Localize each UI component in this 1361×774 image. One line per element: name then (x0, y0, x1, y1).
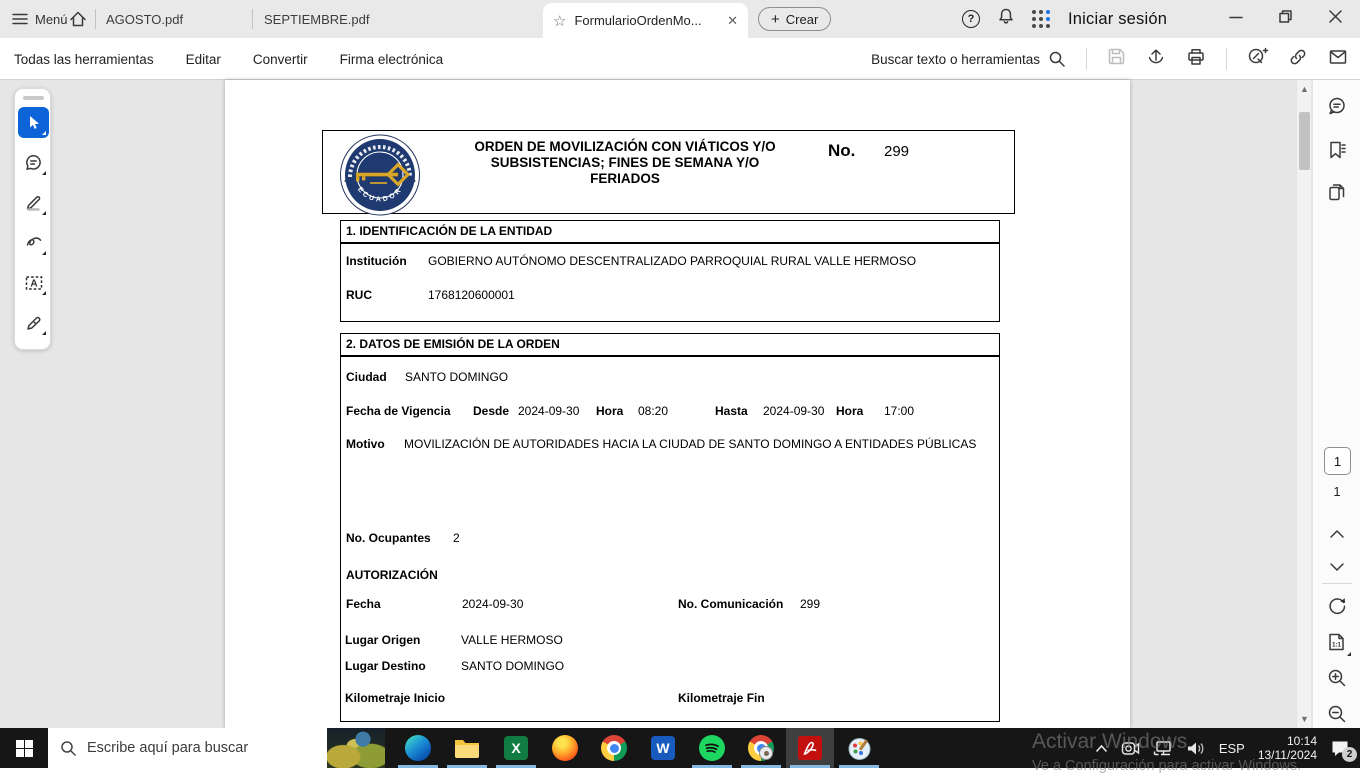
close-icon (1328, 9, 1343, 24)
annotations-icon (1326, 95, 1348, 117)
tool-expand-corner (42, 251, 46, 255)
taskbar-app-file-explorer[interactable] (443, 728, 491, 768)
comunicacion-value: 299 (800, 597, 821, 611)
institution-seal-logo (339, 134, 421, 216)
tab-formulario-active[interactable] (543, 3, 748, 38)
order-number-label: No. (828, 141, 856, 160)
watermark-line1: Activar Windows (1032, 730, 1188, 753)
windows-activation-watermark (1032, 730, 1301, 774)
tab-septiembre-label: SEPTIEMBRE.pdf (264, 11, 370, 27)
language-indicator[interactable]: ESP (1218, 740, 1245, 756)
profile-badge (759, 746, 773, 760)
taskbar-app-paint[interactable] (835, 728, 883, 768)
motivo-label: Motivo (346, 437, 385, 451)
email-button[interactable] (1328, 47, 1348, 72)
star-icon[interactable]: ☆ (553, 12, 567, 30)
tab-agosto-label: AGOSTO.pdf (106, 11, 184, 27)
save-button[interactable] (1107, 47, 1126, 71)
help-icon[interactable]: ? (962, 10, 980, 28)
vigencia-label: Fecha de Vigencia (346, 404, 451, 418)
start-button[interactable] (0, 728, 48, 768)
search-icon (1048, 50, 1066, 68)
zoom-in-button[interactable] (1323, 664, 1351, 692)
hora-hasta-label: Hora (836, 404, 864, 418)
palette-drag-handle[interactable] (23, 96, 44, 100)
order-number-value: 299 (884, 143, 910, 160)
edit-menu[interactable]: Editar (185, 51, 221, 67)
taskbar-app-chrome[interactable] (590, 728, 638, 768)
clock-time: 10:14 (1286, 734, 1317, 748)
menu-label: Menú (35, 11, 68, 27)
origen-value: VALLE HERMOSO (461, 633, 563, 647)
menu-button[interactable] (12, 0, 68, 38)
clock-date: 13/11/2024 (1257, 748, 1317, 762)
institucion-label: Institución (346, 254, 407, 268)
toolbar-right-cluster (871, 38, 1348, 80)
ciudad-label: Ciudad (346, 370, 387, 384)
paint-palette-icon (847, 736, 872, 761)
page-number-input[interactable] (1324, 447, 1351, 475)
comments-panel-button[interactable] (1323, 92, 1351, 120)
hora-desde-label: Hora (596, 404, 624, 418)
zoom-out-button[interactable] (1323, 700, 1351, 728)
spotify-icon (699, 735, 725, 761)
origen-label: Lugar Origen (345, 633, 421, 647)
toolbar-separator (1086, 48, 1087, 70)
restore-button[interactable] (1278, 9, 1293, 29)
seal-country-text: ECUADOR (355, 186, 405, 204)
km-fin-label: Kilometraje Fin (678, 691, 765, 705)
request-signatures-button[interactable] (1247, 46, 1268, 72)
apps-grid-icon[interactable] (1032, 10, 1051, 29)
freehand-draw-icon (24, 233, 44, 253)
print-button[interactable] (1186, 47, 1206, 72)
desde-label: Desde (473, 404, 510, 418)
taskbar-app-acrobat-active[interactable] (786, 728, 834, 768)
cursor-arrow-icon (25, 114, 42, 131)
chrome-icon (748, 735, 774, 761)
notification-count-badge: 2 (1342, 747, 1357, 762)
chevron-up-icon (1329, 529, 1345, 539)
draw-tool-button[interactable] (18, 227, 49, 258)
taskbar-app-firefox[interactable] (541, 728, 589, 768)
select-tool-button[interactable] (18, 107, 49, 138)
create-button[interactable] (758, 7, 831, 31)
desde-value: 2024-09-30 (518, 404, 580, 418)
running-indicator (447, 765, 487, 768)
ruc-value: 1768120600001 (428, 288, 515, 302)
tool-expand-corner (42, 171, 46, 175)
home-button[interactable] (68, 9, 88, 34)
ocupantes-label: No. Ocupantes (346, 531, 431, 545)
taskbar-app-spotify[interactable] (688, 728, 736, 768)
vertical-scrollbar[interactable] (1296, 80, 1311, 728)
restore-icon (1278, 9, 1293, 24)
notification-center-button[interactable] (1330, 739, 1353, 760)
watermark-line2: Ve a Configuración para activar Windows. (1032, 758, 1302, 774)
quick-tools-palette (14, 88, 51, 350)
fountain-pen-icon (24, 313, 44, 333)
hasta-label: Hasta (715, 404, 748, 418)
home-icon (68, 9, 88, 29)
bookmark-icon (1326, 139, 1348, 161)
autorizacion-title: AUTORIZACIÓN (346, 568, 438, 582)
word-icon: W (651, 736, 675, 760)
rotate-refresh-button[interactable] (1323, 592, 1351, 620)
chrome-core (610, 744, 619, 753)
search-highlight-illustration[interactable] (327, 728, 385, 768)
svg-text:A: A (29, 278, 38, 290)
zoom-out-icon (1326, 703, 1348, 725)
actual-size-button[interactable] (1323, 628, 1351, 656)
scroll-down-arrow[interactable]: ▼ (1300, 714, 1309, 724)
taskbar-search-box[interactable] (48, 728, 385, 768)
share-button[interactable] (1146, 47, 1166, 72)
tab-formulario-label: FormularioOrdenMo... (574, 13, 702, 28)
notifications-bell-button[interactable] (997, 7, 1015, 31)
toolbar (0, 38, 1360, 80)
page-number-value: 1 (1333, 453, 1342, 469)
add-text-tool-button[interactable] (18, 267, 49, 298)
taskbar-search-placeholder: Escribe aquí para buscar (87, 740, 249, 756)
scroll-up-arrow[interactable]: ▲ (1300, 84, 1309, 94)
tool-expand-corner (42, 211, 46, 215)
comunicacion-label: No. Comunicación (678, 597, 784, 611)
toolbar-menus (14, 38, 443, 80)
comment-tool-button[interactable] (18, 147, 49, 178)
windows-logo-icon (16, 740, 33, 757)
motivo-value: MOVILIZACIÓN DE AUTORIDADES HACIA LA CIUDAD DE SANTO DOMINGO A ENTIDADES PÚBLICAS (404, 437, 977, 451)
destino-value: SANTO DOMINGO (461, 659, 565, 673)
right-sidebar (1312, 80, 1360, 728)
envelope-icon (1328, 47, 1348, 67)
esign-menu[interactable]: Firma electrónica (339, 51, 444, 67)
close-tab-icon[interactable]: ✕ (727, 12, 738, 28)
hora-hasta-value: 17:00 (884, 404, 915, 418)
bell-icon (997, 7, 1015, 26)
sign-tool-button[interactable] (18, 307, 49, 338)
firefox-icon (552, 735, 578, 761)
running-indicator (790, 765, 830, 768)
ciudad-value: SANTO DOMINGO (405, 370, 509, 384)
bookmarks-panel-button[interactable] (1323, 136, 1351, 164)
running-indicator (741, 765, 781, 768)
edge-icon (405, 735, 431, 761)
tool-expand-corner (1347, 652, 1351, 656)
running-indicator (839, 765, 879, 768)
tab-septiembre[interactable] (253, 0, 541, 38)
minimize-button[interactable] (1229, 10, 1243, 29)
file-explorer-icon (454, 737, 480, 759)
running-indicator (496, 765, 536, 768)
hora-desde-value: 08:20 (638, 404, 669, 418)
create-label: Crear (785, 11, 819, 27)
form-title-line2: SUBSISTENCIAS; FINES DE SEMANA Y/O (490, 155, 760, 170)
sidebar-divider (1322, 583, 1352, 584)
plus-icon: + (771, 10, 780, 28)
next-page-button[interactable] (1323, 553, 1351, 581)
taskbar-app-word[interactable] (639, 728, 687, 768)
section2-title: 2. DATOS DE EMISIÓN DE LA ORDEN (346, 337, 560, 351)
destino-label: Lugar Destino (345, 659, 426, 673)
taskbar-app-edge[interactable] (394, 728, 442, 768)
window-controls (1212, 0, 1360, 38)
fecha-value: 2024-09-30 (462, 597, 524, 611)
taskbar-app-excel[interactable] (492, 728, 540, 768)
tool-expand-corner (42, 131, 46, 135)
km-inicio-label: Kilometraje Inicio (345, 691, 446, 705)
share-upload-icon (1146, 47, 1166, 67)
close-window-button[interactable] (1328, 9, 1343, 29)
fecha-label: Fecha (346, 597, 381, 611)
acrobat-icon (798, 736, 822, 760)
link-icon (1288, 47, 1308, 67)
tab-agosto[interactable] (96, 0, 252, 38)
minimize-icon (1229, 10, 1243, 24)
printer-icon (1186, 47, 1206, 67)
section1-title: 1. IDENTIFICACIÓN DE LA ENTIDAD (346, 224, 553, 238)
search-tools-button[interactable] (871, 50, 1066, 68)
pages-icon (1326, 181, 1348, 203)
running-indicator (398, 765, 438, 768)
comment-bubble-icon (24, 153, 43, 172)
title-bar (0, 0, 1360, 38)
form-title-line3: FERIADOS (590, 171, 660, 186)
taskbar-app-chrome-profile[interactable] (737, 728, 785, 768)
institucion-value: GOBIERNO AUTÓNOMO DESCENTRALIZADO PARROQUIAL RURAL VALLE HERMOSO (428, 254, 917, 268)
sign-in-button[interactable]: Iniciar sesión (1068, 9, 1168, 28)
form-title (455, 139, 795, 187)
svg-text:1:1: 1:1 (1332, 642, 1341, 649)
pdf-page (225, 80, 1130, 728)
previous-page-button[interactable] (1323, 520, 1351, 548)
request-signature-icon (1247, 46, 1268, 67)
search-icon (60, 740, 77, 757)
page-total: 1 (1333, 484, 1341, 499)
search-tools-label: Buscar texto o herramientas (871, 51, 1040, 67)
form-title-line1: ORDEN DE MOVILIZACIÓN CON VIÁTICOS Y/O (474, 139, 776, 154)
hasta-value: 2024-09-30 (763, 404, 825, 418)
text-box-icon (24, 273, 44, 293)
page-thumbnails-button[interactable] (1323, 178, 1351, 206)
chevron-down-icon (1329, 562, 1345, 572)
hamburger-icon (12, 12, 28, 26)
titlebar-right-cluster (962, 0, 1167, 38)
fit-one-to-one-icon (1326, 631, 1348, 653)
scrollbar-thumb[interactable] (1299, 112, 1310, 170)
toolbar-separator (1226, 48, 1227, 70)
highlight-tool-button[interactable] (18, 187, 49, 218)
link-button[interactable] (1288, 47, 1308, 72)
all-tools-menu[interactable]: Todas las herramientas (14, 51, 154, 67)
convert-menu[interactable]: Convertir (252, 51, 308, 67)
tool-expand-corner (42, 291, 46, 295)
ruc-label: RUC (346, 288, 372, 302)
running-indicator (692, 765, 732, 768)
ocupantes-value: 2 (453, 531, 460, 545)
highlighter-pencil-icon (24, 193, 43, 212)
refresh-icon (1326, 595, 1348, 617)
chrome-icon (601, 735, 627, 761)
zoom-in-icon (1326, 667, 1348, 689)
excel-icon: X (504, 736, 528, 760)
tool-expand-corner (42, 331, 46, 335)
save-icon (1107, 47, 1126, 66)
